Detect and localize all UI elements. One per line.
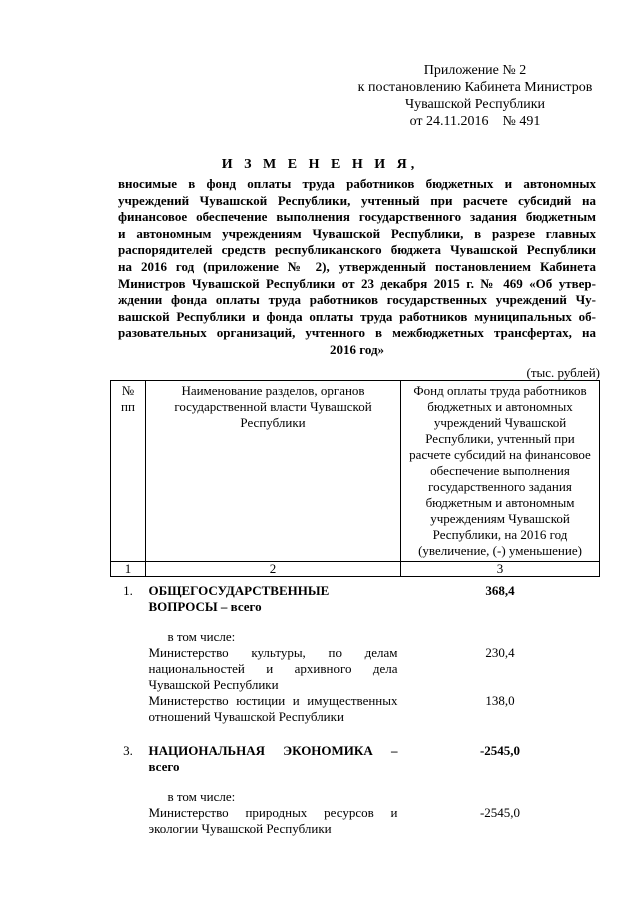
column-number: 2 xyxy=(146,562,401,577)
section-number: 3. xyxy=(123,743,133,758)
table-row xyxy=(111,693,600,725)
column-numbers-row xyxy=(111,562,600,577)
header-name: Наименование разделов, органов государственной власти Чувашской Республики xyxy=(146,381,401,562)
subtitle-line: на 2016 год (приложение № 2), утвержденный постановлением Кабинета xyxy=(118,258,596,274)
subtitle-line: и автономным учреждениям Чувашской Республики, в разрезе главных xyxy=(118,225,596,241)
section-name: ОБЩЕГОСУДАРСТВЕННЫЕ ВОПРОСЫ – всего xyxy=(148,583,330,614)
document-title: И З М Е Н Е Н И Я, xyxy=(221,157,419,172)
item-name: Министерство культуры, по делам национальностей и архивного дела Чувашской Республики xyxy=(148,645,398,692)
section-row xyxy=(111,737,600,775)
section-value: -2545,0 xyxy=(479,743,521,758)
subtitle-line: вносимые в фонд оплаты труда работников бюджетных и автономных xyxy=(118,176,596,191)
resolution-date: от 24.11.2016 № 491 xyxy=(409,114,541,129)
item-name: Министерство природных ресурсов и экологии Чувашской Республики xyxy=(148,805,398,836)
section-name: НАЦИОНАЛЬНАЯ ЭКОНОМИКА – всего xyxy=(148,743,398,774)
subtitle-line: финансовое обеспечение выполнения государственного задания бюджетным xyxy=(118,209,596,225)
including-row xyxy=(111,615,600,645)
section-number: 1. xyxy=(123,583,133,598)
item-value: 230,4 xyxy=(485,645,515,660)
table-header-row xyxy=(111,381,600,562)
including-row xyxy=(111,775,600,805)
table-row xyxy=(111,805,600,837)
subtitle-line: 2016 год» xyxy=(329,341,385,357)
subtitle-line: ждении фонда оплаты труда работников государственных учреждений Чу- xyxy=(118,292,596,308)
column-number: 3 xyxy=(401,562,600,577)
units-label: (тыс. рублей) xyxy=(526,365,600,380)
header-value: Фонд оплаты труда работников бюджетных и автономных учреждений Чувашской Республики, учтенный при расчете субсидий на финансовое обеспечение выполнения государственного задания бюджетным и автономным учреждениям Чувашской Республики, на 2016 год (увеличение, (-) уменьшение) xyxy=(401,381,600,562)
subtitle-line: Министров Чувашской Республики от 23 декабря 2015 г. № 469 «Об утвер- xyxy=(118,275,596,291)
subtitle-line: вашской Республики и фонда оплаты труда работников муниципальных об- xyxy=(118,308,596,324)
document-subtitle xyxy=(118,176,596,359)
appendix-label: Приложение № 2 xyxy=(423,63,527,78)
item-value: 138,0 xyxy=(485,693,515,708)
approval-header xyxy=(345,62,605,130)
table-row xyxy=(111,645,600,693)
resolution-label: к постановлению Кабинета Министров xyxy=(357,80,593,95)
item-value: -2545,0 xyxy=(479,805,521,820)
item-name: Министерство юстиции и имущественных отношений Чувашской Республики xyxy=(148,693,398,724)
section-row xyxy=(111,577,600,616)
subtitle-line: распорядителей средств республиканского бюджета Чувашской Республики xyxy=(118,242,596,258)
subtitle-line: учреждений Чувашской Республики, учтенный при расчете субсидий на xyxy=(118,192,596,208)
section-value: 368,4 xyxy=(485,583,515,598)
header-number: № пп xyxy=(111,381,146,562)
including-label: в том числе: xyxy=(167,789,236,804)
subtitle-line: разовательных организаций, учтенного в межбюджетных трансфертах, на xyxy=(118,325,596,341)
including-label: в том числе: xyxy=(167,629,236,644)
column-number: 1 xyxy=(111,562,146,577)
republic-label: Чувашской Республики xyxy=(404,97,546,112)
changes-table xyxy=(110,380,600,837)
